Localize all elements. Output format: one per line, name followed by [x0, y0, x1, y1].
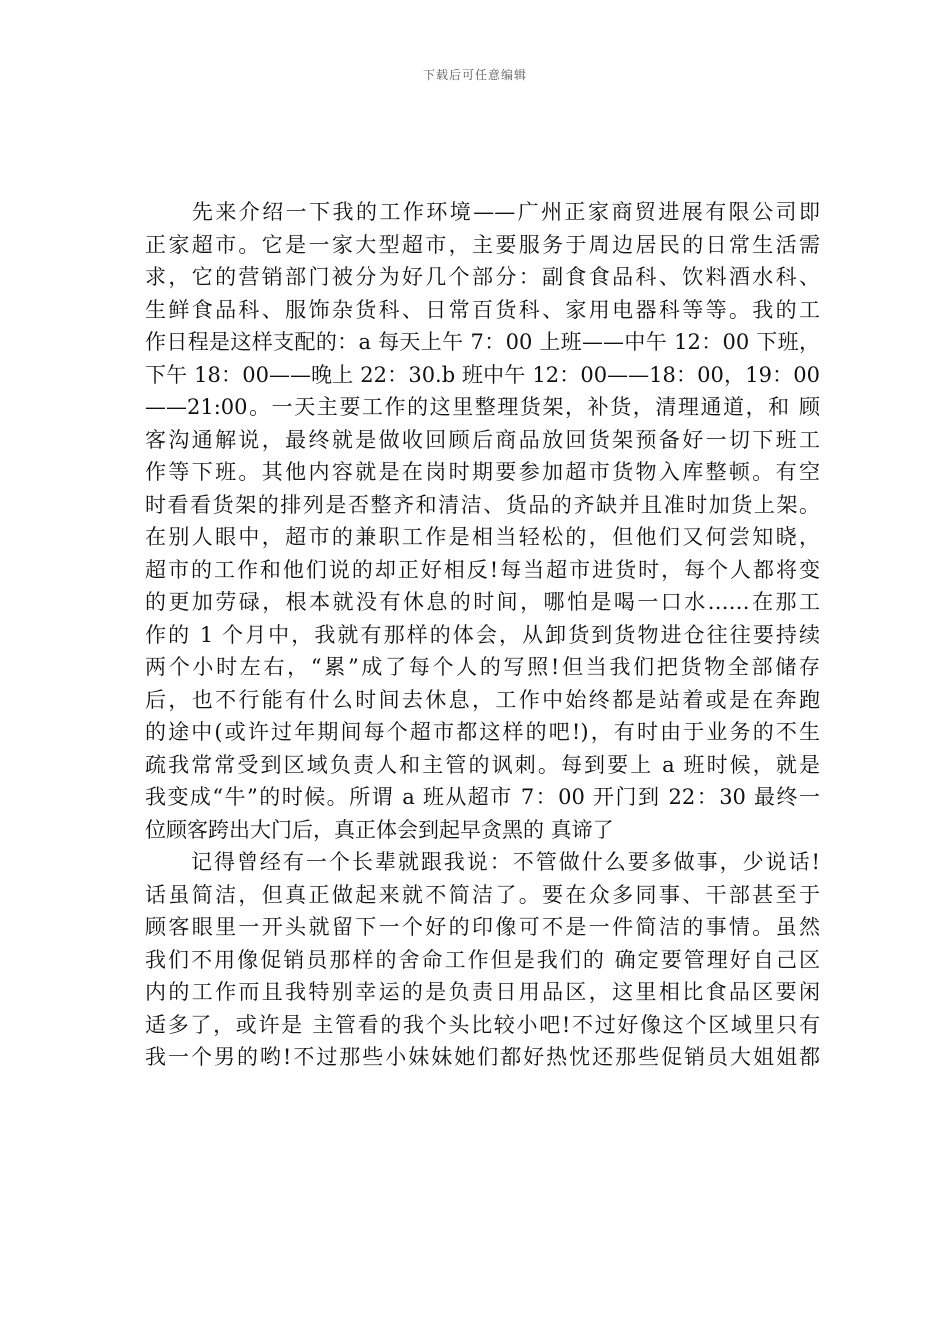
text-line: 顾客眼里一开头就留下一个好的印像可不是一件简洁的事情。虽然: [145, 915, 820, 939]
text-line: 的更加劳碌，根本就没有休息的时间，哪怕是喝一口水……在那工: [145, 590, 820, 614]
text-line: 我一个男的哟!不过那些小妹妹她们都好热忱还那些促销员大姐姐都: [145, 1045, 820, 1069]
text-line: 作等下班。其他内容就是在岗时期要参加超市货物入库整顿。有空: [145, 460, 820, 484]
text-line: 我变成“牛”的时候。所谓 a 班从超市 7：00 开门到 22：30 最终一: [145, 785, 820, 809]
text-line: 下午 18：00——晚上 22：30.b 班中午 12：00——18：00，19：00: [145, 362, 820, 387]
text-line: 正家超市。它是一家大型超市，主要服务于周边居民的日常生活需: [145, 232, 820, 257]
text-line: 作的 1 个月中，我就有那样的体会，从卸货到货物进仓往往要持续: [145, 622, 820, 647]
text-line: 超市的工作和他们说的却正好相反!每当超市进货时，每个人都将变: [145, 557, 820, 582]
text-line: 生鲜食品科、服饰杂货科、日常百货科、家用电器科等等。我的工: [145, 297, 820, 322]
text-line: 两个小时左右，“累”成了每个人的写照!但当我们把货物全部储存: [145, 655, 820, 679]
text-line: 话虽简洁，但真正做起来就不简洁了。要在众多同事、干部甚至于: [145, 882, 820, 907]
text-line: 疏我常常受到区域负责人和主管的讽刺。每到要上 a 班时候，就是: [145, 752, 820, 777]
document-body: [145, 196, 820, 1074]
paragraph: [145, 196, 820, 846]
text-line: 在别人眼中，超市的兼职工作是相当轻松的，但他们又何尝知晓，: [145, 525, 820, 549]
header-note: 下载后可任意编辑: [422, 68, 527, 82]
text-line: 记得曾经有一个长辈就跟我说：不管做什么要多做事，少说话!: [145, 850, 820, 874]
text-line: 内的工作而且我特别幸运的是负责日用品区，这里相比食品区要闲: [145, 980, 820, 1004]
text-line: 适多了，或许是 主管看的我个头比较小吧!不过好像这个区域里只有: [145, 1012, 820, 1037]
text-line: 先来介绍一下我的工作环境——广州正家商贸进展有限公司即: [145, 200, 820, 224]
text-line: 位顾客跨出大门后，真正体会到起早贪黑的 真谛了: [145, 817, 614, 842]
paragraph: [145, 846, 820, 1074]
text-line: 我们不用像促销员那样的舍命工作但是我们的 确定要管理好自己区: [145, 947, 820, 972]
text-line: 客沟通解说，最终就是做收回顾后商品放回货架预备好一切下班工: [145, 427, 820, 452]
text-line: 的途中(或许过年期间每个超市都这样的吧!)，有时由于业务的不生: [145, 720, 820, 744]
text-line: 作日程是这样支配的：a 每天上午 7：00 上班——中午 12：00 下班，: [145, 330, 820, 354]
paragraph-container: [145, 196, 820, 1074]
text-line: ——21:00。一天主要工作的这里整理货架，补货，清理通道，和 顾: [145, 395, 820, 419]
text-line: 后，也不行能有什么时间去休息，工作中始终都是站着或是在奔跑: [145, 687, 820, 712]
text-line: 求，它的营销部门被分为好几个部分：副食食品科、饮料酒水科、: [145, 265, 820, 289]
text-line: 时看看货架的排列是否整齐和清洁、货品的齐缺并且准时加货上架。: [145, 492, 820, 517]
